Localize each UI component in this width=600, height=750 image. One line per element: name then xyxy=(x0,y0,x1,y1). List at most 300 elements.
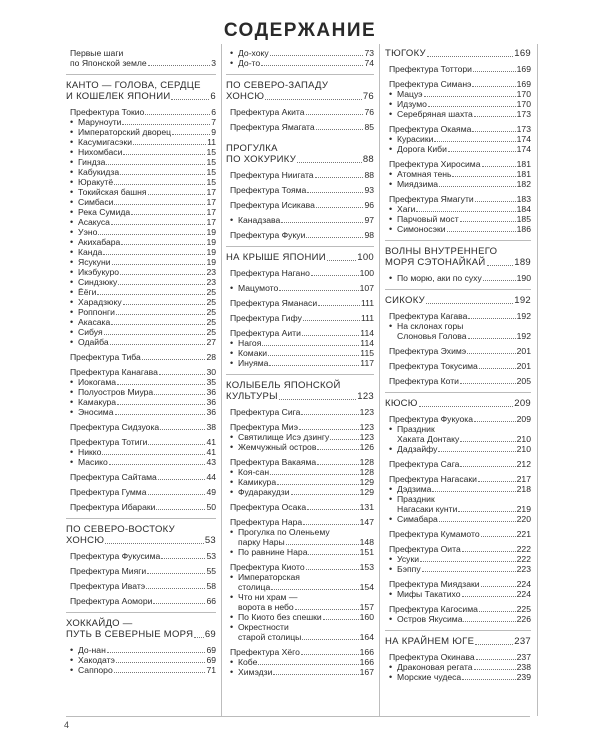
toc-entry-prefecture[interactable] xyxy=(66,487,216,497)
toc-entry-subtopic[interactable] xyxy=(66,665,216,675)
section-page: 76 xyxy=(362,91,374,102)
toc-entry-subtopic[interactable] xyxy=(385,99,531,109)
dot-leader xyxy=(478,481,516,482)
toc-entry-title: • Икэбукуро xyxy=(66,267,119,277)
toc-entry-subtopic[interactable] xyxy=(385,484,531,494)
dot-leader xyxy=(468,338,516,339)
toc-entry-line xyxy=(385,331,531,341)
toc-entry-subtopic[interactable] xyxy=(385,662,531,672)
section-title-line[interactable] xyxy=(226,154,374,165)
toc-entry-subtopic[interactable] xyxy=(226,467,374,477)
toc-entry-subtopic[interactable] xyxy=(385,589,531,599)
dot-leader xyxy=(448,151,516,152)
toc-entry-title: • Инуяма xyxy=(226,358,268,368)
toc-entry-subtopic[interactable] xyxy=(66,645,216,655)
toc-entry-title: • Курасики xyxy=(385,134,433,144)
toc-entry-intro-last[interactable] xyxy=(66,58,216,68)
section-title: ПО ХОКУРИКУ xyxy=(226,154,297,165)
toc-entry-subtopic[interactable] xyxy=(385,169,531,179)
toc-entry-prefecture[interactable] xyxy=(66,566,216,576)
toc-entry-subtopic[interactable] xyxy=(66,297,216,307)
toc-entry-prefecture[interactable] xyxy=(226,298,374,308)
toc-entry-title: • Харадзюку xyxy=(66,297,122,307)
toc-entry-subtopic[interactable] xyxy=(66,377,216,387)
toc-entry-subtopic[interactable] xyxy=(385,89,531,99)
toc-entry-subtopic[interactable] xyxy=(385,109,531,119)
toc-entry-subtopic[interactable] xyxy=(66,407,216,417)
toc-column-3 xyxy=(385,48,531,682)
toc-entry-page: 147 xyxy=(359,517,374,527)
toc-entry-page: 25 xyxy=(206,327,216,337)
toc-entry-title: • Синдзюку xyxy=(66,277,117,287)
dot-leader xyxy=(318,305,360,306)
toc-entry-title: Нагасаки кунти xyxy=(397,504,458,514)
toc-entry-page: 226 xyxy=(516,614,531,624)
toc-entry-title: • Дорога Киби xyxy=(385,144,447,154)
dot-leader xyxy=(161,558,205,559)
toc-entry-page: 129 xyxy=(359,487,374,497)
dot-leader xyxy=(114,672,206,673)
toc-entry-subtopic[interactable] xyxy=(66,327,216,337)
toc-entry-page: 23 xyxy=(206,277,216,287)
toc-entry-subtopic[interactable] xyxy=(226,487,374,497)
section-title-line: ПО СЕВЕРО-ВОСТОКУ xyxy=(66,524,175,535)
toc-entry-title: • Мацуэ xyxy=(385,89,423,99)
dot-leader xyxy=(261,65,363,66)
toc-entry-title: • Атомная тень xyxy=(385,169,451,179)
dot-leader xyxy=(270,474,359,475)
toc-entry-page: 74 xyxy=(364,58,374,68)
dot-leader xyxy=(105,543,204,544)
toc-entry-subtopic-multiline xyxy=(385,424,531,444)
toc-entry-title: Префектура Кумамото xyxy=(389,529,480,539)
toc-entry-prefecture[interactable] xyxy=(385,459,531,469)
dot-leader xyxy=(153,603,205,604)
toc-entry-subtopic[interactable] xyxy=(66,257,216,267)
dot-leader xyxy=(303,320,360,321)
toc-entry-page: 17 xyxy=(206,207,216,217)
toc-entry-prefecture[interactable] xyxy=(226,268,374,278)
toc-entry-subtopic[interactable] xyxy=(385,134,531,144)
dot-leader xyxy=(194,637,204,638)
toc-entry-page: 164 xyxy=(359,632,374,642)
toc-entry-prefecture[interactable] xyxy=(66,596,216,606)
toc-entry-page: 93 xyxy=(364,185,374,195)
toc-entry-title: Префектура Аити xyxy=(230,328,301,338)
dot-leader xyxy=(114,184,205,185)
toc-entry-page: 174 xyxy=(516,134,531,144)
toc-entry-title: • Фударакудзи xyxy=(226,487,290,497)
toc-entry-prefecture[interactable] xyxy=(66,581,216,591)
dot-leader xyxy=(131,214,205,215)
section-page: 123 xyxy=(357,391,374,402)
toc-entry-title: • Саппоро xyxy=(66,665,113,675)
toc-entry-prefecture[interactable] xyxy=(66,502,216,512)
toc-entry-subtopic[interactable] xyxy=(66,157,216,167)
toc-entry-page: 166 xyxy=(359,657,374,667)
toc-entry-page: 98 xyxy=(364,230,374,240)
toc-entry-page: 123 xyxy=(359,422,374,432)
toc-entry-page: 17 xyxy=(206,217,216,227)
toc-entry-prefecture[interactable] xyxy=(66,107,216,117)
toc-entry-title: • Бэппу xyxy=(385,564,421,574)
toc-entry-subtopic[interactable] xyxy=(226,283,374,293)
section-title-line: ВОЛНЫ ВНУТРЕННЕГО xyxy=(385,246,498,257)
toc-entry-page: 25 xyxy=(206,307,216,317)
toc-entry-prefecture[interactable] xyxy=(66,422,216,432)
toc-entry-page: 15 xyxy=(206,177,216,187)
toc-entry-page: 238 xyxy=(516,662,531,672)
toc-entry-page: 210 xyxy=(516,434,531,444)
toc-entry-subtopic[interactable] xyxy=(66,655,216,665)
toc-entry-subtopic[interactable] xyxy=(385,224,531,234)
dot-leader xyxy=(462,551,516,552)
toc-entry-subtopic[interactable] xyxy=(226,547,374,557)
toc-entry-page: 222 xyxy=(516,544,531,554)
dot-leader xyxy=(111,324,205,325)
toc-entry-title: • Морские чудеса xyxy=(385,672,461,682)
dot-leader xyxy=(107,652,206,653)
toc-entry-page: 7 xyxy=(211,117,216,127)
toc-entry-page: 153 xyxy=(359,562,374,572)
toc-entry-prefecture[interactable] xyxy=(226,422,374,432)
section-title-line[interactable] xyxy=(66,629,216,640)
toc-entry-title: • Симбаси xyxy=(66,197,113,207)
toc-entry-page: 170 xyxy=(516,89,531,99)
toc-entry-page: 192 xyxy=(516,331,531,341)
toc-entry-prefecture[interactable] xyxy=(226,562,374,572)
toc-entry-title: Префектура Тиба xyxy=(70,352,141,362)
toc-entry-prefecture[interactable] xyxy=(226,107,374,117)
toc-entry-subtopic[interactable] xyxy=(66,337,216,347)
toc-entry-subtopic[interactable] xyxy=(66,317,216,327)
toc-entry-subtopic[interactable] xyxy=(385,214,531,224)
toc-entry-page: 100 xyxy=(359,268,374,278)
toc-entry-title: • Миядзима xyxy=(385,179,438,189)
section-title-line[interactable] xyxy=(385,48,531,59)
section-title-line[interactable] xyxy=(226,252,374,263)
toc-entry-prefecture[interactable] xyxy=(385,652,531,662)
toc-entry-subtopic[interactable] xyxy=(226,215,374,225)
dot-leader xyxy=(482,166,516,167)
toc-entry-subtopic[interactable] xyxy=(226,358,374,368)
toc-entry-prefecture[interactable] xyxy=(226,647,374,657)
dot-leader xyxy=(271,589,358,590)
toc-entry-subtopic[interactable] xyxy=(66,217,216,227)
dot-leader xyxy=(487,265,514,266)
toc-entry-page: 117 xyxy=(360,358,374,368)
toc-entry-subtopic[interactable] xyxy=(385,554,531,564)
dot-leader xyxy=(301,654,359,655)
toc-entry-page: 17 xyxy=(206,197,216,207)
toc-entry-title: Префектура Токусима xyxy=(389,361,478,371)
toc-entry-prefecture[interactable] xyxy=(226,185,374,195)
section-title-line[interactable] xyxy=(66,91,216,102)
toc-entry-prefecture[interactable] xyxy=(226,457,374,467)
section-title: ПУТЬ В СЕВЕРНЫЕ МОРЯ xyxy=(66,629,194,640)
toc-entry-subtopic[interactable] xyxy=(66,207,216,217)
toc-entry-page: 111 xyxy=(360,298,374,308)
toc-entry-subtopic[interactable] xyxy=(66,247,216,257)
toc-entry-subtopic[interactable] xyxy=(385,614,531,624)
dot-leader xyxy=(473,71,516,72)
dot-leader xyxy=(427,56,513,57)
toc-entry-page: 237 xyxy=(516,652,531,662)
toc-entry-prefecture[interactable] xyxy=(385,361,531,371)
dot-leader xyxy=(142,359,206,360)
toc-entry-prefecture[interactable] xyxy=(385,376,531,386)
toc-entry-page: 173 xyxy=(516,124,531,134)
toc-entry-page: 223 xyxy=(516,564,531,574)
toc-entry-subtopic[interactable] xyxy=(66,117,216,127)
toc-entry-prefecture[interactable] xyxy=(226,502,374,512)
toc-entry-prefecture[interactable] xyxy=(385,544,531,554)
section-title-line[interactable] xyxy=(385,257,531,268)
toc-entry-prefecture[interactable] xyxy=(385,474,531,484)
toc-entry-subtopic[interactable] xyxy=(66,277,216,287)
toc-entry-title: • Акасака xyxy=(66,317,110,327)
toc-entry-title: • Касумигасэки xyxy=(66,137,132,147)
dot-leader xyxy=(317,449,358,450)
toc-entry-prefecture[interactable] xyxy=(385,579,531,589)
toc-entry-prefecture[interactable] xyxy=(66,472,216,482)
toc-entry-title: • До-хоку xyxy=(226,48,269,58)
toc-entry-prefecture[interactable] xyxy=(385,194,531,204)
toc-entry-page: 11 xyxy=(207,137,216,147)
toc-entry-subtopic[interactable] xyxy=(385,444,531,454)
dot-leader xyxy=(116,662,206,663)
dot-leader xyxy=(148,65,211,66)
toc-entry-subtopic[interactable] xyxy=(385,672,531,682)
toc-entry-subtopic[interactable] xyxy=(226,442,374,452)
dot-leader xyxy=(447,231,516,232)
dot-leader xyxy=(104,334,206,335)
toc-entry-subtopic[interactable] xyxy=(66,267,216,277)
toc-entry-line: Первые шаги xyxy=(70,48,124,58)
toc-entry-page: 55 xyxy=(206,566,216,576)
toc-entry-subtopic[interactable] xyxy=(66,447,216,457)
section-title-line[interactable] xyxy=(385,295,531,306)
toc-entry-page: 190 xyxy=(516,273,531,283)
toc-entry-title: Префектура Гумма xyxy=(70,487,147,497)
dot-leader xyxy=(460,441,515,442)
toc-entry-page: 169 xyxy=(516,79,531,89)
toc-entry-prefecture[interactable] xyxy=(385,604,531,614)
toc-entry-page: 41 xyxy=(206,437,216,447)
section-title-line[interactable] xyxy=(226,91,374,102)
toc-entry-subtopic[interactable] xyxy=(66,227,216,237)
toc-entry-page: 15 xyxy=(206,157,216,167)
section-title-line[interactable] xyxy=(385,636,531,647)
toc-entry-subtopic[interactable] xyxy=(226,48,374,58)
dot-leader xyxy=(475,201,516,202)
dot-leader xyxy=(117,384,205,385)
toc-entry-subtopic[interactable] xyxy=(66,457,216,467)
dot-leader xyxy=(279,399,356,400)
dot-leader xyxy=(475,644,513,645)
toc-entry-prefecture[interactable] xyxy=(226,200,374,210)
toc-entry-prefecture[interactable] xyxy=(226,122,374,132)
toc-entry-subtopic[interactable] xyxy=(226,612,374,622)
toc-entry-prefecture[interactable] xyxy=(226,170,374,180)
dot-leader xyxy=(317,464,358,465)
toc-entry-prefecture[interactable] xyxy=(385,64,531,74)
toc-entry-page: 28 xyxy=(206,352,216,362)
toc-entry-subtopic[interactable] xyxy=(66,177,216,187)
toc-entry-title: • Кабукидза xyxy=(66,167,119,177)
toc-entry-title: Хаката Донтаку xyxy=(397,434,460,444)
toc-column-1 xyxy=(66,48,216,675)
section-title-line: ХОККАЙДО — xyxy=(66,618,133,629)
toc-entry-page: 15 xyxy=(206,167,216,177)
dot-leader xyxy=(114,204,205,205)
toc-entry-prefecture[interactable] xyxy=(66,551,216,561)
toc-entry-prefecture[interactable] xyxy=(226,313,374,323)
toc-column-2 xyxy=(226,48,374,677)
toc-entry-page: 239 xyxy=(516,672,531,682)
dot-leader xyxy=(145,114,210,115)
toc-entry-page: 35 xyxy=(206,377,216,387)
toc-entry-subtopic[interactable] xyxy=(66,127,216,137)
toc-entry-subtopic[interactable] xyxy=(226,667,374,677)
toc-entry-page: 36 xyxy=(206,407,216,417)
toc-entry-subtopic[interactable] xyxy=(226,58,374,68)
toc-entry-prefecture[interactable] xyxy=(385,346,531,356)
toc-entry-title: Префектура Нагасаки xyxy=(389,474,477,484)
toc-entry-title: Префектура Сайтама xyxy=(70,472,157,482)
toc-entry-prefecture[interactable] xyxy=(385,414,531,424)
toc-entry-subtopic[interactable] xyxy=(226,432,374,442)
toc-entry-prefecture[interactable] xyxy=(226,328,374,338)
toc-entry-title: • Симабара xyxy=(385,514,438,524)
toc-entry-title: • Нагоя xyxy=(226,338,261,348)
toc-entry-page: 36 xyxy=(206,397,216,407)
toc-entry-prefecture[interactable] xyxy=(385,159,531,169)
toc-entry-title: • Ёёги xyxy=(66,287,96,297)
toc-entry-title: • Хакодатэ xyxy=(66,655,115,665)
toc-entry-title: Префектура Симанэ xyxy=(389,79,472,89)
toc-entry-page: 160 xyxy=(359,612,374,622)
toc-entry-page: 185 xyxy=(516,214,531,224)
toc-entry-prefecture[interactable] xyxy=(385,124,531,134)
toc-entry-subtopic[interactable] xyxy=(66,387,216,397)
toc-entry-subtopic[interactable] xyxy=(385,514,531,524)
toc-entry-subtopic[interactable] xyxy=(66,237,216,247)
toc-entry-page: 76 xyxy=(364,107,374,117)
dot-leader xyxy=(315,177,364,178)
toc-entry-prefecture[interactable] xyxy=(226,407,374,417)
dot-leader xyxy=(474,116,516,117)
dot-leader xyxy=(270,55,364,56)
toc-entry-title: • На склонах горы xyxy=(385,321,463,331)
toc-entry-page: 111 xyxy=(360,313,374,323)
toc-entry-subtopic[interactable] xyxy=(385,179,531,189)
toc-entry-page: 224 xyxy=(516,589,531,599)
toc-entry-page: 107 xyxy=(359,283,374,293)
toc-entry-page: 217 xyxy=(516,474,531,484)
toc-entry-page: 6 xyxy=(211,107,216,117)
toc-entry-title: • Эносима xyxy=(66,407,114,417)
toc-entry-prefecture[interactable] xyxy=(385,79,531,89)
dot-leader xyxy=(472,131,515,132)
toc-entry-title: • Камакура xyxy=(66,397,116,407)
toc-entry-page: 173 xyxy=(516,109,531,119)
toc-entry-prefecture[interactable] xyxy=(385,311,531,321)
dot-leader xyxy=(106,164,205,165)
toc-entry-subtopic[interactable] xyxy=(66,147,216,157)
toc-entry-subtopic[interactable] xyxy=(226,657,374,667)
section-title-line: ПРОГУЛКА xyxy=(226,143,278,154)
dot-leader xyxy=(316,207,364,208)
toc-entry-subtopic[interactable] xyxy=(226,477,374,487)
dot-leader xyxy=(273,674,358,675)
toc-entry-page: 27 xyxy=(206,337,216,347)
toc-entry-subtopic[interactable] xyxy=(66,197,216,207)
toc-entry-title: • Святилище Исэ дзингу xyxy=(226,432,329,442)
section-title: КУЛЬТУРЫ xyxy=(226,391,278,402)
toc-entry-prefecture[interactable] xyxy=(66,437,216,447)
toc-entry-subtopic[interactable] xyxy=(66,167,216,177)
toc-entry-subtopic[interactable] xyxy=(66,287,216,297)
dot-leader xyxy=(279,290,358,291)
toc-entry-page: 114 xyxy=(360,338,374,348)
toc-entry-subtopic[interactable] xyxy=(226,338,374,348)
toc-entry-page: 115 xyxy=(360,348,374,358)
dot-leader xyxy=(295,609,359,610)
dot-leader xyxy=(432,491,515,492)
toc-entry-subtopic[interactable] xyxy=(385,204,531,214)
toc-entry-title: Префектура Осака xyxy=(230,502,307,512)
section-title-line[interactable] xyxy=(226,391,374,402)
toc-entry-prefecture[interactable] xyxy=(66,367,216,377)
toc-entry-page: 23 xyxy=(206,267,216,277)
toc-entry-subtopic[interactable] xyxy=(385,273,531,283)
toc-entry-title: Префектура Аомори xyxy=(70,596,153,606)
dot-leader xyxy=(172,134,210,135)
toc-entry-prefecture[interactable] xyxy=(226,517,374,527)
toc-entry-title: Префектура Фукусима xyxy=(70,551,161,561)
toc-entry-line xyxy=(226,527,374,537)
toc-section-heading xyxy=(385,289,531,306)
toc-entry-subtopic[interactable] xyxy=(226,348,374,358)
dot-leader xyxy=(112,264,206,265)
toc-entry-prefecture[interactable] xyxy=(66,352,216,362)
toc-entry-title: Префектура Оита xyxy=(389,544,461,554)
toc-entry-title: • Праздник xyxy=(385,424,435,434)
section-title-line[interactable] xyxy=(385,398,531,409)
toc-entry-subtopic[interactable] xyxy=(385,564,531,574)
toc-entry-page: 9 xyxy=(211,127,216,137)
toc-entry-title: Префектура Исикава xyxy=(230,200,315,210)
toc-section-heading xyxy=(226,143,374,165)
toc-entry-prefecture[interactable] xyxy=(226,230,374,240)
toc-entry-subtopic[interactable] xyxy=(66,307,216,317)
toc-entry-prefecture[interactable] xyxy=(385,529,531,539)
toc-entry-subtopic[interactable] xyxy=(66,187,216,197)
toc-entry-subtopic[interactable] xyxy=(66,397,216,407)
dot-leader xyxy=(439,186,516,187)
section-page: 88 xyxy=(362,154,374,165)
toc-entry-subtopic-multiline xyxy=(226,572,374,592)
dot-leader xyxy=(97,294,205,295)
section-title-line[interactable] xyxy=(66,535,216,546)
toc-entry-subtopic[interactable] xyxy=(66,137,216,147)
dot-leader xyxy=(452,176,515,177)
toc-entry-title: • Гиндза xyxy=(66,157,105,167)
toc-entry-title: • Масико xyxy=(66,457,108,467)
toc-entry-subtopic[interactable] xyxy=(385,144,531,154)
section-title: ХОНСЮ xyxy=(226,91,265,102)
